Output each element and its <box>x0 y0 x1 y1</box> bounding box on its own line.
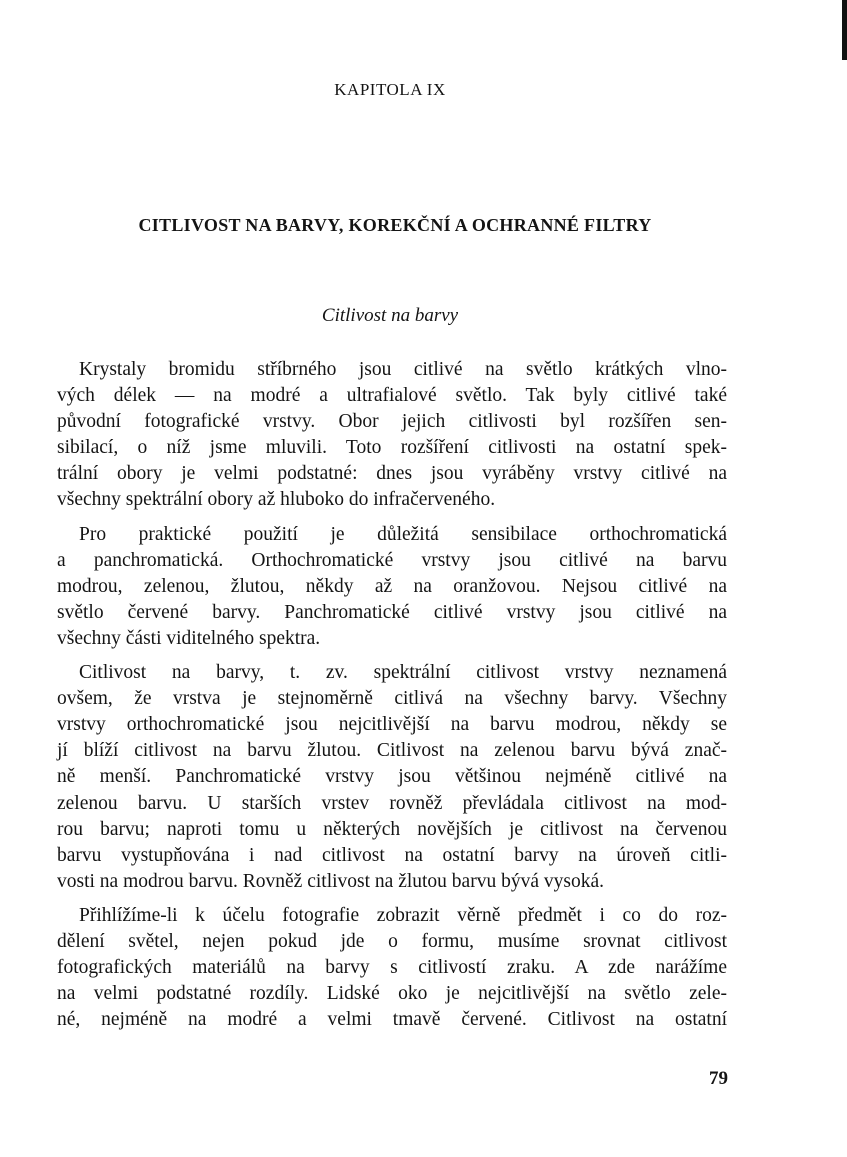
text-line: světlo červené barvy. Panchromatické citlivé vrstvy jsou citlivé na <box>57 601 727 623</box>
text-line: vrstvy orthochromatické jsou nejcitlivější na barvu modrou, někdy se <box>57 714 727 736</box>
text-line: Krystaly bromidu stříbrného jsou citlivé na světlo krátkých vlno- <box>79 359 727 380</box>
chapter-title: CITLIVOST NA BARVY, KOREKČNÍ A OCHRANNÉ FILTRY <box>138 215 652 235</box>
text-line: ovšem, že vrstva je stejnoměrně citlivá na všechny barvy. Všechny <box>57 688 727 710</box>
paragraph <box>57 357 727 514</box>
text-line: jí blíží citlivost na barvu žlutou. Citlivost na zelenou barvu bývá znač- <box>57 740 727 762</box>
text-line: modrou, zelenou, žlutou, někdy až na oranžovou. Nejsou citlivé na <box>57 575 727 597</box>
text-line: né, nejméně na modré a velmi tmavě červené. Citlivost na ostatní <box>57 1009 727 1031</box>
page-number: 79 <box>709 1068 728 1089</box>
chapter-label: KAPITOLA IX <box>334 80 446 99</box>
text-line: sibilací, o níž jsme mluvili. Toto rozšíření citlivosti na ostatní spek- <box>57 437 727 459</box>
body-text <box>57 357 727 1041</box>
text-line: vosti na modrou barvu. Rovněž citlivost na žlutou barvu bývá vysoká. <box>57 870 604 892</box>
text-line: ně menší. Panchromatické vrstvy jsou většinou nejméně citlivé na <box>57 766 727 788</box>
text-line: Přihlížíme-li k účelu fotografie zobrazit věrně předmět i co do roz- <box>79 904 727 926</box>
text-line: trální obory je velmi podstatné: dnes jsou vyráběny vrstvy citlivé na <box>57 463 727 485</box>
text-line: na velmi podstatné rozdíly. Lidské oko je nejcitlivější na světlo zele- <box>57 983 727 1005</box>
paragraph <box>57 522 727 652</box>
text-line: rou barvu; naproti tomu u některých novějších je citlivost na červenou <box>57 818 727 840</box>
text-line: fotografických materiálů na barvy s citlivostí zraku. A zde narážíme <box>57 957 727 979</box>
scan-edge-mark <box>842 0 847 60</box>
section-title: Citlivost na barvy <box>321 305 459 326</box>
paragraph <box>57 903 727 1033</box>
text-line: Citlivost na barvy, t. zv. spektrální citlivost vrstvy neznamená <box>79 662 727 684</box>
text-line: vých délek — na modré a ultrafialové světlo. Tak byly citlivé také <box>57 385 727 407</box>
text-line: všechny spektrální obory až hluboko do infračerveného. <box>57 489 496 511</box>
text-line: dělení světel, nejen pokud jde o formu, musíme srovnat citlivost <box>57 930 727 952</box>
text-line: barvu vystupňována i nad citlivost na ostatní barvy na úroveň citli- <box>57 844 727 866</box>
text-line: původní fotografické vrstvy. Obor jejich citlivosti byl rozšířen sen- <box>57 411 727 433</box>
text-line: a panchromatická. Orthochromatické vrstvy jsou citlivé na barvu <box>57 549 727 571</box>
text-line: zelenou barvu. U starších vrstev rovněž převládala citlivost na mod- <box>57 792 727 814</box>
text-line: všechny části viditelného spektra. <box>57 627 321 649</box>
text-line: Pro praktické použití je důležitá sensibilace orthochromatická <box>79 523 727 545</box>
paragraph <box>57 660 727 895</box>
